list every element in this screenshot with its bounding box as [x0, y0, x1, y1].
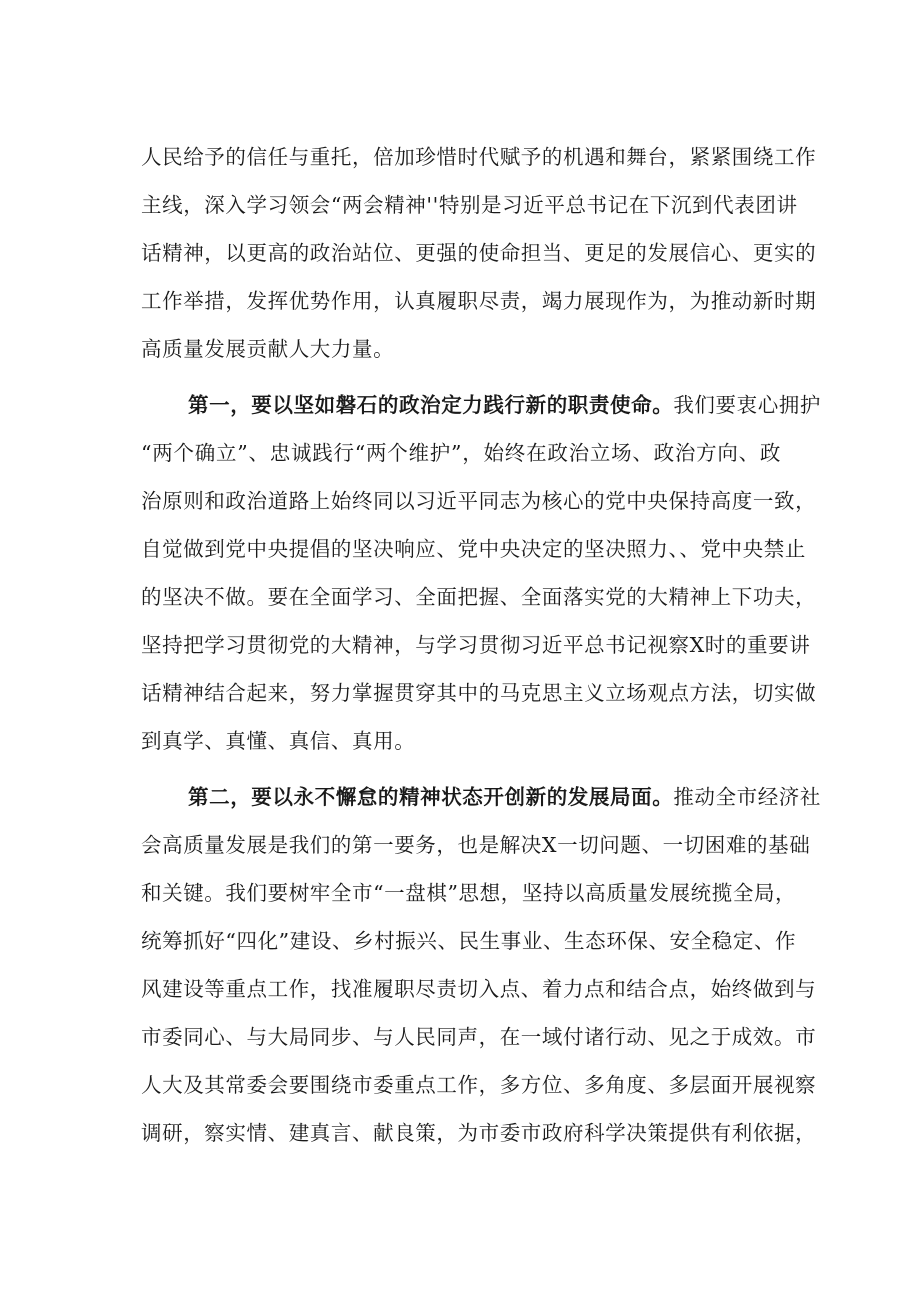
- paragraph-line: 市委同心、与大局同步、与人民同声，在一域付诸行动、见之于成效。市: [141, 1025, 817, 1049]
- paragraph-line: 自觉做到党中央提倡的坚决响应、党中央决定的坚决照力、、党中央禁止: [141, 537, 806, 561]
- paragraph-line: 统筹抓好“四化”建设、乡村振兴、民生事业、生态环保、安全稳定、作: [141, 929, 797, 953]
- paragraph-line: 风建设等重点工作，找准履职尽责切入点、着力点和结合点，始终做到与: [141, 977, 817, 1001]
- paragraph-line: 到真学、真懂、真信、真用。: [141, 729, 416, 753]
- paragraph-line: 调研，察实情、建真言、献良策，为市委市政府科学决策提供有利依据，: [141, 1121, 817, 1145]
- paragraph-line: 会高质量发展是我们的第一要务，也是解决X一切问题、一切困难的基础: [141, 833, 811, 857]
- paragraph-line: 人大及其常委会要围绕市委重点工作，多方位、多角度、多层面开展视察: [141, 1073, 817, 1097]
- paragraph-line: 人民给予的信任与重托，倍加珍惜时代赋予的机遇和舞台，紧紧围绕工作: [141, 145, 817, 169]
- paragraph-first-line: [188, 780, 822, 814]
- section-heading-second: 第二，要以永不懈怠的精神状态开创新的发展局面。: [188, 785, 674, 809]
- paragraph-line: 和关键。我们要树牢全市“一盘棋”思想，坚持以高质量发展统揽全局，: [141, 881, 797, 905]
- paragraph-first-line: [188, 388, 822, 422]
- paragraph-line: 话精神结合起来，努力掌握贯穿其中的马克思主义立场观点方法，切实做: [141, 681, 817, 705]
- paragraph-line: 治原则和政治道路上始终同以习近平同志为核心的党中央保持高度一致，: [141, 489, 817, 513]
- paragraph-line: 的坚决不做。要在全面学习、全面把握、全面落实党的大精神上下功夫，: [141, 585, 817, 609]
- paragraph-line: 话精神，以更高的政治站位、更强的使命担当、更足的发展信心、更实的: [141, 241, 817, 265]
- paragraph-line: 高质量发展贡献人大力量。: [141, 337, 395, 361]
- paragraph-text: 我们要衷心拥护: [673, 393, 822, 417]
- section-heading-first: 第一，要以坚如磐石的政治定力践行新的职责使命。: [188, 393, 674, 417]
- paragraph-line: 工作举措，发挥优势作用，认真履职尽责，竭力展现作为，为推动新时期: [141, 289, 817, 313]
- paragraph-text: 推动全市经济社: [673, 785, 822, 809]
- paragraph-line: 坚持把学习贯彻党的大精神，与学习贯彻习近平总书记视察X时的重要讲: [141, 633, 811, 657]
- paragraph-line: 主线，深入学习领会“两会精神''特别是习近平总书记在下沉到代表团讲: [141, 193, 798, 217]
- paragraph-line: “两个确立”、忠诚践行“两个维护”，始终在政治立场、政治方向、政: [141, 441, 781, 465]
